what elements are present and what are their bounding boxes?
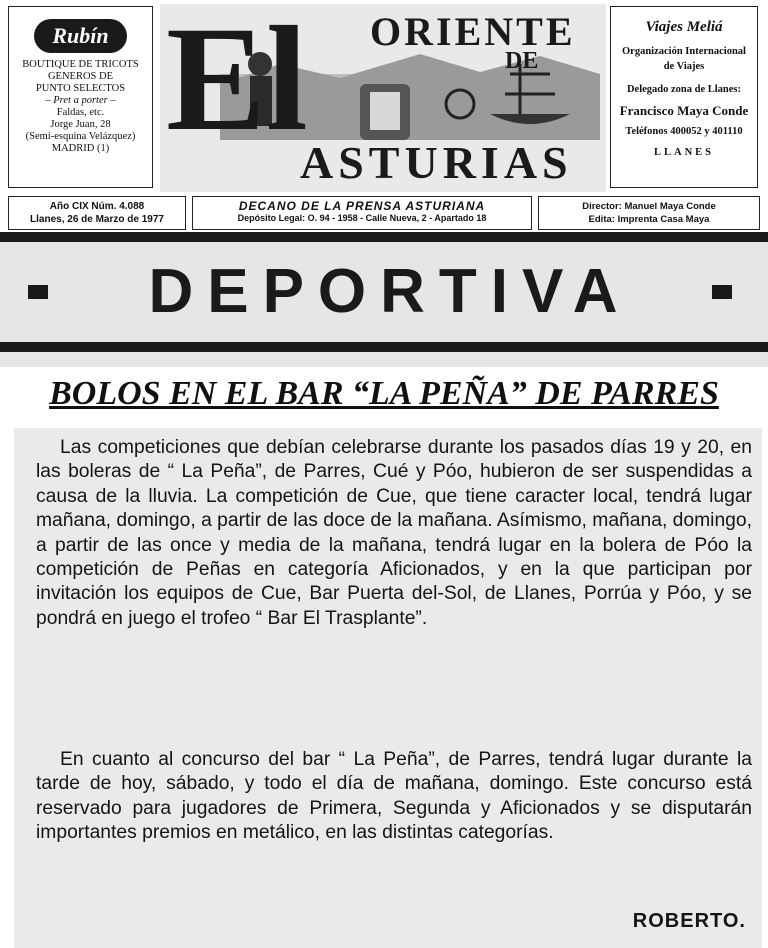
rubin-logo: Rubín: [34, 19, 126, 53]
director-line: Director: Manuel Maya Conde: [582, 201, 716, 212]
melia-brand: Viajes Meliá: [645, 19, 723, 35]
legal-deposit: Depósito Legal: O. 94 - 1958 - Calle Nueva, 2 - Apartado 18: [237, 213, 487, 223]
masthead-title-asturias: ASTURIAS: [300, 137, 573, 188]
article-headline: BOLOS EN EL BAR “LA PEÑA” DE PARRES: [49, 375, 719, 412]
banner-bullet: [28, 285, 48, 299]
masthead-title-oriente: ORIENTE: [370, 9, 576, 54]
ad-left-line: – Pret a porter –: [45, 95, 116, 106]
section-title: DEPORTIVA: [148, 257, 632, 326]
newspaper-masthead: [160, 4, 606, 192]
article-body: [14, 428, 762, 948]
issue-number: Año CIX Núm. 4.088: [49, 201, 145, 212]
ad-right-line: de Viajes: [663, 61, 705, 72]
ad-left-line: PUNTO SELECTOS: [35, 83, 126, 94]
author-signature: ROBERTO.: [632, 910, 746, 932]
article-paragraph: Las competiciones que debían celebrarse durante los pasados días 19 y 20, en las boleras de “ La Peña”, de Parres, Cué y Póo, hubieron de ser suspendidas a causa de la lluvia. La competición de Cue, que tiene caracter local, tendrá lugar mañana, domingo, a partir de las doce de la mañana. Asímismo, mañana, domingo, a partir de las once y media de la mañana, tendrá lugar en la bolera de Póo la competición de Peñas en categoría Aficionados, y en la que participan por invitación los equipos de Cue, Bar Puerta del-Sol, de Llanes, Porrúa y Póo, y se pondrá en juego el trofeo “ Bar El Trasplante”.: [36, 437, 752, 629]
ad-left-line: BOUTIQUE DE TRICOTS: [22, 59, 139, 70]
ad-left-line: MADRID (1): [51, 143, 110, 154]
masthead-title-el: El: [166, 4, 308, 162]
issue-info: [8, 196, 186, 230]
viajes-melia-advertisement: [610, 6, 758, 188]
tagline: DECANO DE LA PRENSA ASTURIANA: [238, 199, 486, 213]
ad-left-line: Faldas, etc.: [56, 107, 105, 118]
printer-line: Edita: Imprenta Casa Maya: [588, 214, 710, 225]
issue-date: Llanes, 26 de Marzo de 1977: [30, 214, 164, 225]
rubin-advertisement: [8, 6, 153, 188]
ad-right-line: LLANES: [653, 147, 714, 158]
masthead-title-de: DE: [505, 48, 539, 74]
banner-bullet: [712, 285, 732, 299]
ad-left-line: (Semi-esquina Velázquez): [25, 131, 136, 142]
publication-info: [192, 196, 532, 230]
ad-right-line: Delegado zona de Llanes:: [626, 84, 742, 95]
section-banner: [0, 232, 768, 367]
ad-right-delegate: Francisco Maya Conde: [619, 103, 749, 118]
article-paragraph: En cuanto al concurso del bar “ La Peña”, de Parres, tendrá lugar durante la tarde de hoy, sábado, y todo el día de mañana, domingo. Este concurso está reservado para jugadores de Primera, Segunda y Aficionados y se disputarán importantes premios en metálico, en las distintas categorías.: [36, 749, 752, 844]
banner-rule-top: [0, 232, 768, 242]
banner-rule-bottom: [0, 342, 768, 352]
ad-right-line: Teléfonos 400052 y 401110: [625, 126, 743, 137]
ad-right-line: Organización Internacional: [622, 46, 746, 57]
ad-left-line: Jorge Juan, 28: [50, 119, 111, 130]
editorial-info: [538, 196, 760, 230]
ad-left-line: GENEROS DE: [47, 71, 114, 82]
